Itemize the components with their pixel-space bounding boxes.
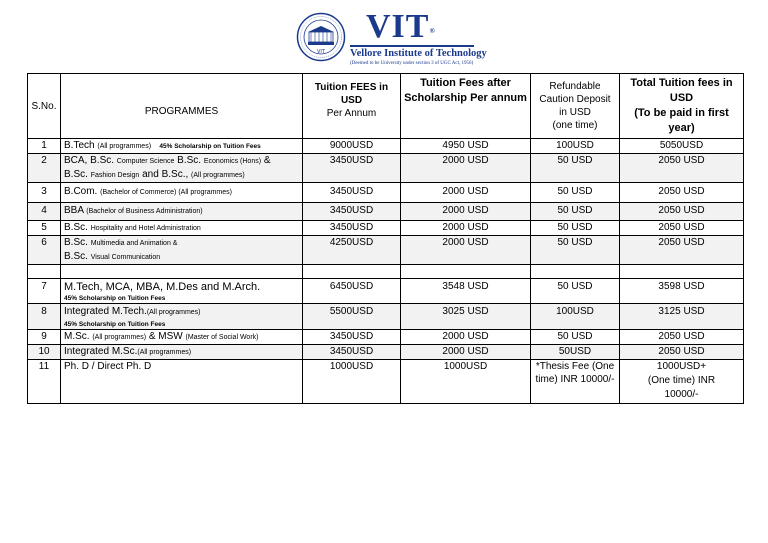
cell-programme <box>61 221 303 236</box>
header-tuition-line: Tuition FEES in <box>314 81 389 93</box>
programme-detail: (Master of Social Work) <box>185 334 259 341</box>
total-line: (One time) INR <box>647 375 716 386</box>
table-row <box>28 345 744 360</box>
cell-tuition: 9000USD <box>303 139 401 154</box>
table-row <box>28 203 744 221</box>
programme-detail: Computer Science <box>116 158 175 165</box>
cell-deposit: 50 USD <box>531 221 620 236</box>
brand-block <box>350 8 487 67</box>
spacer-cell <box>620 265 744 279</box>
table-row <box>28 139 744 154</box>
programme-detail: (Bachelor of Business Administration) <box>86 208 203 215</box>
header-tuition <box>303 74 401 139</box>
cell-after-scholarship: 2000 USD <box>401 345 531 360</box>
programme-detail: Fashion Design <box>90 172 140 179</box>
table-row <box>28 154 744 183</box>
spacer-cell <box>28 265 61 279</box>
cell-total: 2050 USD <box>620 330 744 345</box>
brand-wordmark: VIT <box>366 8 430 45</box>
cell-programme <box>61 330 303 345</box>
cell-deposit: 50USD <box>531 345 620 360</box>
cell-programme <box>61 154 303 183</box>
cell-programme <box>61 304 303 330</box>
programme-name: M.Tech, MCA, MBA, M.Des and M.Arch. <box>64 281 261 293</box>
header-total-fees <box>620 74 744 139</box>
cell-tuition: 1000USD <box>303 360 401 404</box>
programme-detail: Visual Communication <box>90 254 161 261</box>
cell-programme <box>61 345 303 360</box>
programme-detail: (All programmes) <box>146 309 201 316</box>
programme-name: & <box>263 155 271 166</box>
cell-after-scholarship: 2000 USD <box>401 330 531 345</box>
header-deposit-line: Caution Deposit <box>539 94 611 105</box>
programme-detail: Multimedia and Animation & <box>90 240 178 247</box>
thesis-fee-line: time) INR 10000/- <box>535 374 615 385</box>
cell-sno: 4 <box>28 203 61 221</box>
cell-sno: 1 <box>28 139 61 154</box>
header-programmes: PROGRAMMES <box>61 74 303 139</box>
cell-total: 5050USD <box>620 139 744 154</box>
spacer-cell <box>531 265 620 279</box>
header-after-line: Scholarship Per annum <box>404 92 527 104</box>
table-spacer-row <box>28 265 744 279</box>
cell-total: 3125 USD <box>620 304 744 330</box>
cell-after-scholarship: 2000 USD <box>401 236 531 265</box>
programme-name: M.Sc. <box>64 331 90 342</box>
cell-after-scholarship: 3548 USD <box>401 279 531 304</box>
cell-programme: Ph. D / Direct Ph. D <box>61 360 303 404</box>
cell-total: 2050 USD <box>620 154 744 183</box>
cell-after-scholarship: 3025 USD <box>401 304 531 330</box>
cell-deposit: 50 USD <box>531 183 620 203</box>
programme-detail: (All programmes) <box>97 143 152 150</box>
programme-name: Integrated M.Tech. <box>64 306 147 317</box>
cell-sno: 3 <box>28 183 61 203</box>
cell-programme <box>61 203 303 221</box>
programme-name: B.Tech <box>64 140 95 151</box>
programme-detail: Economics (Hons) <box>203 158 262 165</box>
header-total-line: (To be paid in first <box>634 107 729 119</box>
programme-name: B.Sc. <box>64 237 88 248</box>
deemed-university-note: (Deemed to be University under section 3 of UGC Act, 1956) <box>350 61 474 66</box>
cell-after-scholarship: 2000 USD <box>401 183 531 203</box>
cell-deposit: 100USD <box>531 304 620 330</box>
cell-tuition: 3450USD <box>303 221 401 236</box>
table-row <box>28 236 744 265</box>
cell-total <box>620 360 744 404</box>
cell-tuition: 6450USD <box>303 279 401 304</box>
table-row <box>28 304 744 330</box>
cell-deposit: 50 USD <box>531 279 620 304</box>
programme-name: B.Com. <box>64 186 98 197</box>
table-row <box>28 360 744 404</box>
cell-sno: 9 <box>28 330 61 345</box>
thesis-fee-line: *Thesis Fee (One <box>535 361 615 372</box>
cell-programme <box>61 183 303 203</box>
total-line: 10000/- <box>664 389 699 400</box>
cell-tuition: 3450USD <box>303 203 401 221</box>
cell-sno: 7 <box>28 279 61 304</box>
cell-tuition: 3450USD <box>303 183 401 203</box>
cell-deposit: 50 USD <box>531 203 620 221</box>
header-after-scholarship <box>401 74 531 139</box>
header-sno: S.No. <box>28 74 61 139</box>
cell-after-scholarship: 2000 USD <box>401 154 531 183</box>
fees-table <box>27 73 744 404</box>
programme-detail: (Bachelor of Commerce) (All programmes) <box>100 189 232 196</box>
cell-tuition: 3450USD <box>303 345 401 360</box>
table-row <box>28 183 744 203</box>
programme-detail: Hospitality and Hotel Administration <box>90 225 201 232</box>
programme-name: and B.Sc., <box>142 169 189 180</box>
spacer-cell <box>401 265 531 279</box>
brand-divider <box>350 45 474 47</box>
cell-total: 2050 USD <box>620 183 744 203</box>
cell-tuition: 3450USD <box>303 330 401 345</box>
programme-name: B.Sc. <box>64 169 88 180</box>
programme-name: & MSW <box>148 331 183 342</box>
table-header-row <box>28 74 744 139</box>
cell-sno: 6 <box>28 236 61 265</box>
cell-total: 2050 USD <box>620 203 744 221</box>
table-row <box>28 279 744 304</box>
registered-mark: ® <box>429 27 436 35</box>
vit-seal-icon <box>296 12 346 62</box>
cell-programme <box>61 139 303 154</box>
header-total-line: Total Tuition fees in <box>630 77 733 89</box>
programme-detail: (All programmes) <box>137 349 192 356</box>
cell-programme <box>61 279 303 304</box>
header-total-line: USD <box>669 92 694 104</box>
cell-after-scholarship: 2000 USD <box>401 203 531 221</box>
programme-name: BBA <box>64 205 84 216</box>
cell-deposit: 100USD <box>531 139 620 154</box>
table-row <box>28 221 744 236</box>
header-deposit-line: Refundable <box>549 81 601 92</box>
vit-logo <box>294 8 487 66</box>
cell-sno: 11 <box>28 360 61 404</box>
cell-after-scholarship: 2000 USD <box>401 221 531 236</box>
cell-after-scholarship: 4950 USD <box>401 139 531 154</box>
header-deposit-line: in USD <box>559 107 591 118</box>
cell-sno: 5 <box>28 221 61 236</box>
total-line: 1000USD+ <box>656 361 707 372</box>
programme-name: B.Sc. <box>64 222 88 233</box>
header-tuition-line: USD <box>340 94 363 106</box>
brand-name <box>366 10 484 44</box>
header-deposit-line: (one time) <box>552 120 598 131</box>
cell-deposit: 50 USD <box>531 236 620 265</box>
cell-total: 3598 USD <box>620 279 744 304</box>
header-after-line: Tuition Fees after <box>420 77 511 89</box>
institute-name: Vellore Institute of Technology <box>350 48 487 59</box>
cell-deposit: 50 USD <box>531 154 620 183</box>
header-caution-deposit <box>531 74 620 139</box>
cell-sno: 8 <box>28 304 61 330</box>
programme-detail: (All programmes) <box>92 334 147 341</box>
cell-tuition: 4250USD <box>303 236 401 265</box>
spacer-cell <box>303 265 401 279</box>
cell-total: 2050 USD <box>620 236 744 265</box>
scholarship-note: 45% Scholarship on Tuition Fees <box>159 143 261 150</box>
cell-tuition: 5500USD <box>303 304 401 330</box>
header-total-line: year) <box>668 122 695 134</box>
table-row <box>28 330 744 345</box>
programme-detail: (All programmes) <box>191 172 245 179</box>
scholarship-note: 45% Scholarship on Tuition Fees <box>64 295 166 302</box>
programme-name: B.Sc. <box>177 155 202 166</box>
cell-deposit: 50 USD <box>531 330 620 345</box>
programme-name: BCA, B.Sc. <box>64 155 115 166</box>
programme-name: B.Sc. <box>64 251 88 262</box>
programme-name: Integrated M.Sc. <box>64 346 138 357</box>
cell-total: 2050 USD <box>620 345 744 360</box>
header-tuition-line: Per Annum <box>326 107 377 119</box>
cell-sno: 10 <box>28 345 61 360</box>
cell-total: 2050 USD <box>620 221 744 236</box>
cell-deposit <box>531 360 620 404</box>
cell-tuition: 3450USD <box>303 154 401 183</box>
scholarship-note: 45% Scholarship on Tuition Fees <box>64 321 166 328</box>
spacer-cell <box>61 265 303 279</box>
seal-text: VIT <box>317 49 325 55</box>
cell-after-scholarship: 1000USD <box>401 360 531 404</box>
cell-sno: 2 <box>28 154 61 183</box>
cell-programme <box>61 236 303 265</box>
